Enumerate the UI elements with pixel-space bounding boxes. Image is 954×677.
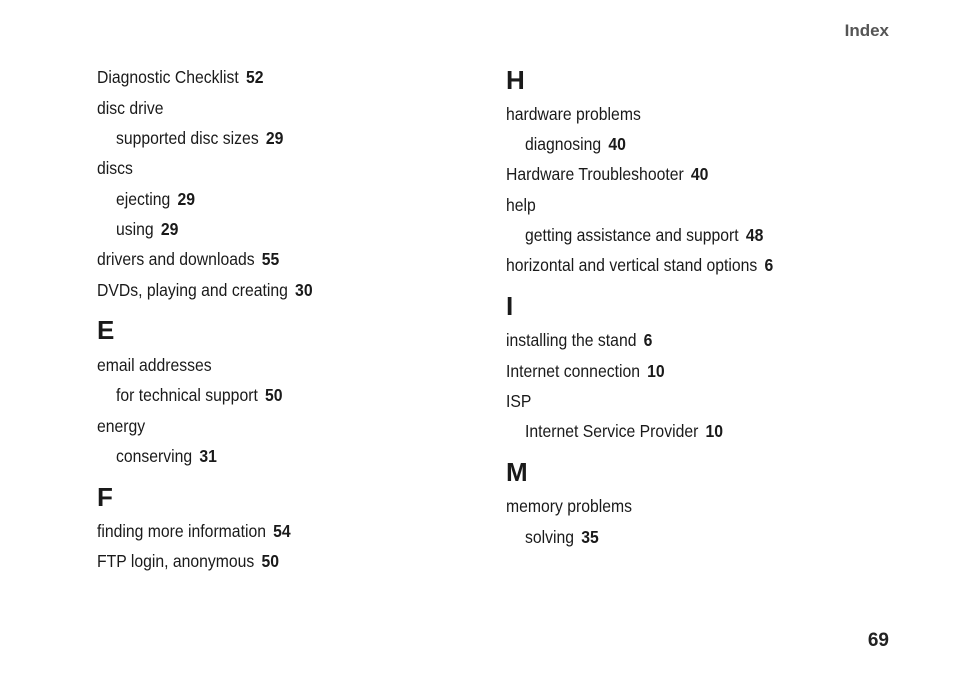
index-subentry bbox=[525, 134, 626, 154]
page-ref: 10 bbox=[647, 361, 665, 381]
index-subentry bbox=[116, 446, 217, 466]
index-entry bbox=[506, 391, 531, 411]
index-term: drivers and downloads bbox=[97, 249, 255, 269]
index-entry bbox=[506, 255, 773, 275]
index-term: conserving bbox=[116, 446, 193, 466]
page-ref: 6 bbox=[764, 255, 774, 275]
page-ref: 29 bbox=[265, 128, 284, 148]
index-term: installing the stand bbox=[506, 330, 637, 350]
index-term: Diagnostic Checklist bbox=[97, 67, 239, 87]
index-letter-heading: I bbox=[506, 291, 514, 321]
index-letter-heading: F bbox=[97, 482, 113, 512]
page-ref: 31 bbox=[199, 446, 217, 466]
index-term: discs bbox=[97, 158, 133, 178]
index-entry bbox=[97, 158, 133, 178]
index-subentry bbox=[525, 421, 723, 441]
index-entry bbox=[97, 416, 145, 436]
index-term: energy bbox=[97, 416, 146, 436]
page-ref: 48 bbox=[745, 225, 764, 245]
running-header: Index bbox=[844, 21, 889, 40]
page-ref: 50 bbox=[261, 551, 280, 571]
page-ref: 54 bbox=[273, 521, 291, 541]
index-entry bbox=[506, 330, 652, 350]
page-ref: 52 bbox=[246, 67, 264, 87]
index-term: FTP login, anonymous bbox=[97, 551, 255, 571]
index-entry bbox=[97, 521, 291, 541]
index-term: Hardware Troubleshooter bbox=[506, 164, 684, 184]
index-entry bbox=[506, 361, 665, 381]
index-subentry bbox=[525, 225, 763, 245]
index-entry bbox=[97, 67, 264, 87]
index-subentry bbox=[116, 219, 178, 239]
index-entry bbox=[506, 195, 536, 215]
page-ref: 40 bbox=[690, 164, 709, 184]
index-term: using bbox=[116, 219, 154, 239]
index-entry bbox=[97, 280, 313, 300]
index-term: hardware problems bbox=[506, 104, 641, 124]
page-ref: 40 bbox=[608, 134, 626, 154]
index-term: disc drive bbox=[97, 98, 164, 118]
page-ref: 29 bbox=[160, 219, 179, 239]
index-term: email addresses bbox=[97, 355, 212, 375]
index-term: finding more information bbox=[97, 521, 266, 541]
index-entry bbox=[97, 551, 279, 571]
index-term: horizontal and vertical stand options bbox=[506, 255, 758, 275]
index-letter-heading: E bbox=[97, 315, 115, 345]
index-term: Internet Service Provider bbox=[525, 421, 699, 441]
index-subentry bbox=[525, 527, 599, 547]
index-entry bbox=[506, 104, 641, 124]
page-ref: 30 bbox=[295, 280, 313, 300]
index-term: diagnosing bbox=[525, 134, 602, 154]
index-term: getting assistance and support bbox=[525, 225, 739, 245]
index-entry bbox=[506, 164, 708, 184]
index-subentry bbox=[116, 128, 283, 148]
index-term: ejecting bbox=[116, 189, 171, 209]
page-ref: 29 bbox=[177, 189, 196, 209]
index-term: supported disc sizes bbox=[116, 128, 259, 148]
index-term: Internet connection bbox=[506, 361, 640, 381]
index-entry bbox=[506, 496, 632, 516]
index-term: DVDs, playing and creating bbox=[97, 280, 288, 300]
index-letter-heading: H bbox=[506, 65, 525, 95]
page-number: 69 bbox=[867, 630, 889, 651]
page-ref: 55 bbox=[261, 249, 280, 269]
index-term: ISP bbox=[506, 391, 532, 411]
page-ref: 35 bbox=[581, 527, 599, 547]
index-term: for technical support bbox=[116, 385, 258, 405]
page-ref: 50 bbox=[265, 385, 283, 405]
index-letter-heading: M bbox=[506, 457, 528, 487]
index-subentry bbox=[116, 189, 195, 209]
index-entry bbox=[97, 249, 279, 269]
index-subentry bbox=[116, 385, 283, 405]
index-term: solving bbox=[525, 527, 575, 547]
page-ref: 6 bbox=[643, 330, 653, 350]
page-ref: 10 bbox=[705, 421, 724, 441]
index-term: memory problems bbox=[506, 496, 633, 516]
index-term: help bbox=[506, 195, 536, 215]
index-entry bbox=[97, 98, 164, 118]
index-entry bbox=[97, 355, 212, 375]
